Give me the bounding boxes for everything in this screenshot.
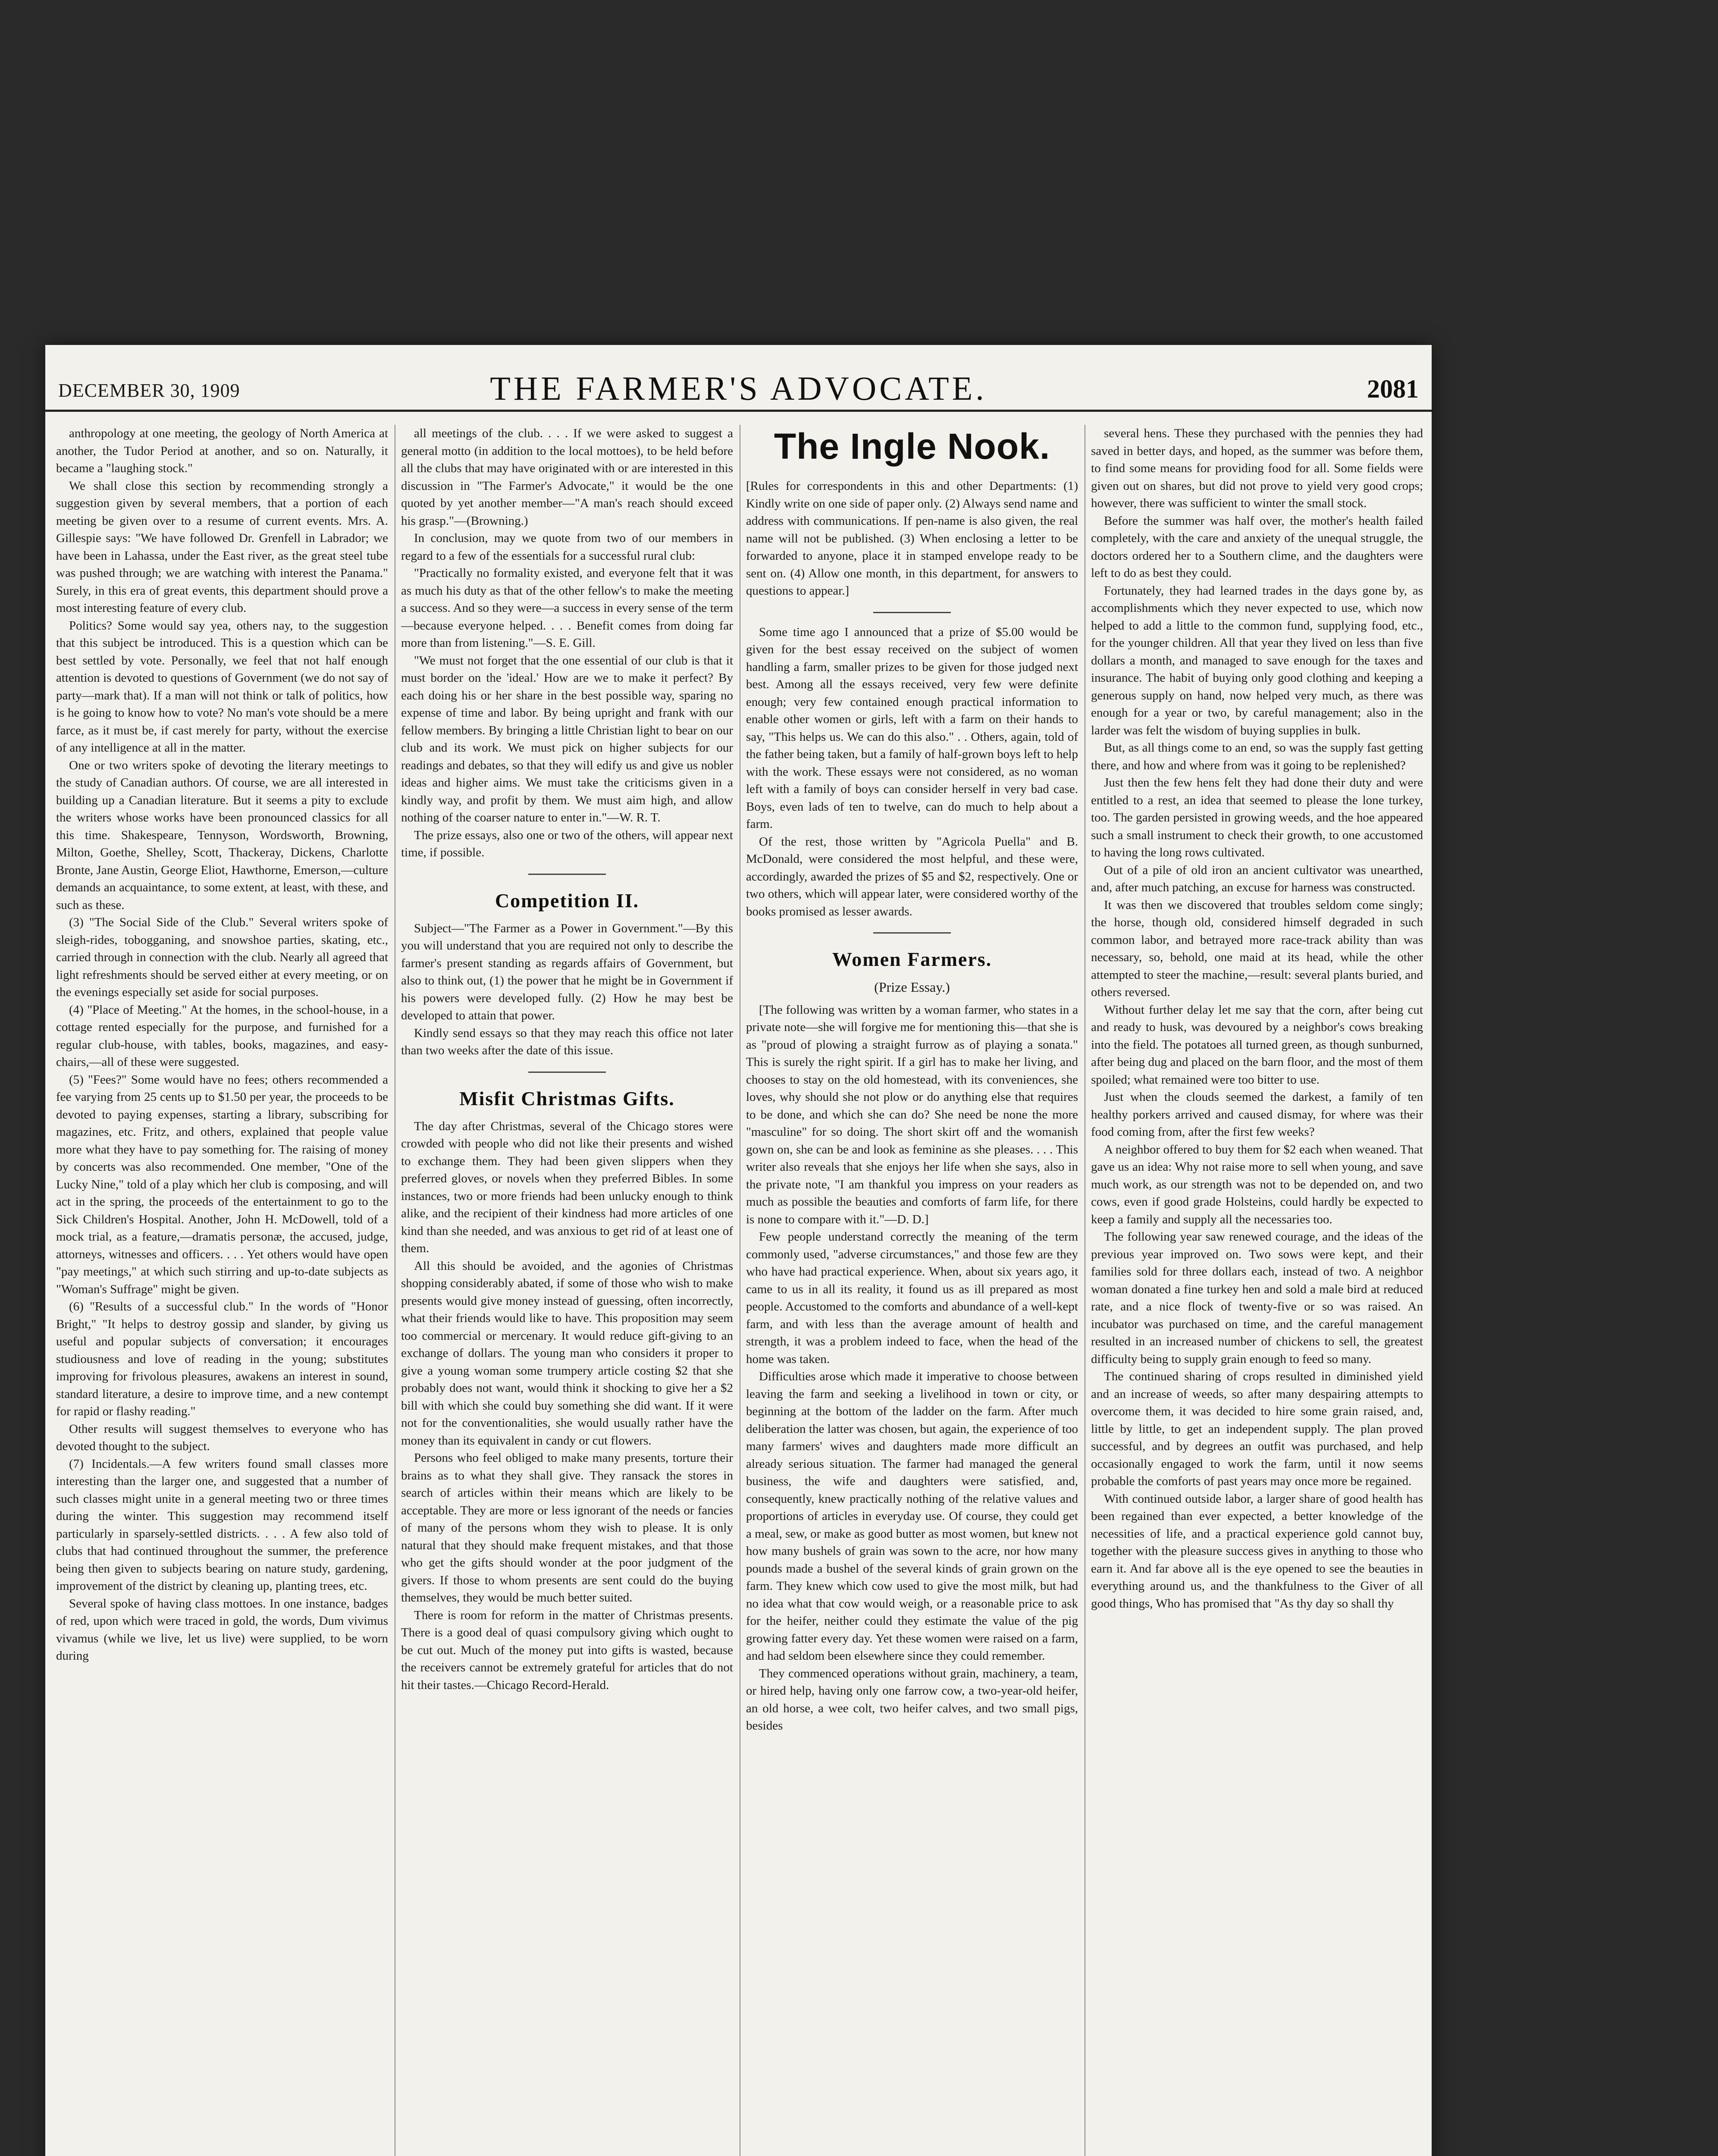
- paragraph: Without further delay let me say that the corn, after being cut and ready to husk, was devoured by a neighbor's cows breaking into the field. The potatoes all turned green, as though sunburned, after being dug and placed on the barn floor, and the most of them spoiled; what remained were too bitter to use.: [1091, 1003, 1423, 1087]
- paragraph: (7) Incidentals.—A few writers found small classes more interesting than the larger one, and suggested that a number of such classes might unite in a general meeting two or three times during the winter. This suggestion may recommend itself particularly in sparsely-settled districts. . . . A few also told of clubs that had continued throughout the summer, the preference being then given to subjects bearing on nature study, gardening, improvement of the district by cleaning up, planting trees, etc.: [56, 1457, 388, 1593]
- column-4: [1091, 425, 1423, 2156]
- section-rule: [873, 932, 951, 934]
- paragraph: The prize essays, also one or two of the others, will appear next time, if possible.: [401, 828, 733, 859]
- paragraph: "We must not forget that the one essential of our club is that it must border on the 'ideal.' How are we to make it perfect? By each doing his or her share in the best possible way, sparing no expense of time and labor. By being upright and frank with our fellow members. By bringing a little Christian light to bear on our club and its work. We must pick on higher subjects for our readings and debates, so that they will edify us and give us nobler ideas and higher aims. We must take the criticisms given in a kindly way, and profit by them. We must aim high, and allow nothing of the coarser nature to enter in."—W. R. T.: [401, 653, 733, 824]
- paragraph: Other results will suggest themselves to everyone who has devoted thought to the subject.: [56, 1422, 388, 1453]
- column-4-body: [1091, 425, 1423, 1612]
- paragraph: (5) "Fees?" Some would have no fees; others recommended a fee varying from 25 cents up to $1.50 per year, the proceeds to be devoted to paying expenses, starting a library, subscribing for magazines, etc. Fritz, and others, explained that people value more what they have to pay something for. The raising of money by concerts was also recommended. One member, "One of the Lucky Nine," told of a play which her club is composing, and will act in the spring, the proceeds of the entertainment to go to the Sick Children's Hospital. Another, John H. McDowell, told of a mock trial, as a feature,—dramatis personæ, the accused, judge, attorneys, witnesses and officers. . . . Yet others would have open "pay meetings," at which such stirring and up-to-date subjects as "Woman's Suffrage" might be given.: [56, 1072, 388, 1296]
- paragraph: But, as all things come to an end, so was the supply fast getting there, and how and where from was it going to be replenished?: [1091, 741, 1423, 772]
- paragraph: Of the rest, those written by "Agricola Puella" and B. McDonald, were considered the most helpful, and these were, accordingly, awarded the prizes of $5 and $2, respectively. One or two others, which will appear later, were considered worthy of the books promised as lesser awards.: [746, 834, 1078, 918]
- women-farmers-body: [746, 1001, 1078, 1735]
- paragraph: A neighbor offered to buy them for $2 each when weaned. That gave us an idea: Why not raise more to sell when young, and save much work, as our strength was not to be depended on, and two cows, even if good grade Holsteins, could hardly be expected to keep a family and supply all the necessaries too.: [1091, 1142, 1423, 1226]
- paragraph: The following year saw renewed courage, and the ideas of the previous year improved on. Two sows were kept, and their families sold for three dollars each, instead of two. A neighbor woman donated a fine turkey hen and sold a male bird at reduced rate, and a nice flock of twenty-five or so was raised. An incubator was purchased on time, and the careful management resulted in an increased number of chickens to sell, the greatest difficulty being to supply grain enough to feed so many.: [1091, 1230, 1423, 1366]
- ingle-nook-body: [746, 624, 1078, 921]
- paragraph: Fortunately, they had learned trades in the days gone by, as accomplishments which they never expected to use, which now helped to add a little to the common fund, supplying food, etc., for the younger children. All that year they lived on less than five dollars a month, and managed to save enough for the taxes and insurance. The habit of buying only good clothing and keeping a generous supply on hand, now helped very much, as there was enough for a year or two, by careful management; also in the larder was felt the wisdom of buying supplies in bulk.: [1091, 583, 1423, 737]
- paragraph: Several spoke of having class mottoes. In one instance, badges of red, upon which were traced in gold, the words, Dum vivimus vivamus (while we live, let us live) were supplied, to be worn during: [56, 1596, 388, 1663]
- misfit-gifts-body: [401, 1118, 733, 1694]
- paragraph: We shall close this section by recommending strongly a suggestion given by several members, that a portion of each meeting be given over to a resume of current events. Mrs. A. Gillespie says: "We have followed Dr. Grenfell in Labrador; we have been in Lahassa, under the East river, as the great steel tube was pushed through; we are watching with interest the Panama." Surely, in this era of great events, this department should prove a most interesting feature of every club.: [56, 479, 388, 615]
- paragraph: The day after Christmas, several of the Chicago stores were crowded with people who did not like their presents and wished to exchange them. They had been given slippers when they preferred gloves, or novels when they preferred Bibles. In some instances, two or more friends had been unlucky enough to think alike, and the recipient of their kindness had more articles of one kind than she needed, and was anxious to get rid of at least one of them.: [401, 1119, 733, 1255]
- page-header: [45, 367, 1432, 412]
- paragraph: "Practically no formality existed, and everyone felt that it was as much his duty as that of the other fellow's to make the meeting a success. And so they were—a success in every sense of the term—because everyone helped. . . . Benefit comes from doing far more than from listening."—S. E. Gill.: [401, 566, 733, 650]
- paragraph: Politics? Some would say yea, others nay, to the suggestion that this subject be introduced. This is a question which can be best settled by vote. Personally, we feel that not half enough attention is devoted to questions of Government (we do not say of party—mark that). If a man will not think or talk of politics, how is he going to know how to vote? No man's vote should be a mere farce, as it must be, if cast merely for party, without the exercise of any intelligence at all in the matter.: [56, 618, 388, 755]
- paragraph: Persons who feel obliged to make many presents, torture their brains as to what they shall give. They ransack the stores in search of articles within their means which are likely to be acceptable. They are more or less ignorant of the needs or fancies of many of the persons whom they wish to please. It is only natural that they should make frequent mistakes, and that those who get the gifts should wonder at the poor judgment of the givers. If those to whom presents are sent could do the buying themselves, they would be much better suited.: [401, 1451, 733, 1604]
- paragraph: (4) "Place of Meeting." At the homes, in the school-house, in a cottage rented especially for the purpose, and furnished for a regular club-house, with tables, books, magazines, and easy-chairs,—all of these were suggested.: [56, 1003, 388, 1069]
- paragraph: several hens. These they purchased with the pennies they had saved in better days, and hoped, as the summer was before them, to find some means for providing food for all. Some fields were given out on shares, but did not prove to yield very good crops; however, there was sufficient to winter the small stock.: [1091, 426, 1423, 510]
- paragraph: It was then we discovered that troubles seldom come singly; the horse, though old, considered himself degraded in such common labor, and betrayed more race-track ability than was necessary, so, behold, one maid at its head, while the other attempted to steer the machine,—result: several plants buried, and others reversed.: [1091, 898, 1423, 999]
- column-2-body: [401, 425, 733, 862]
- column-1-body: [56, 425, 388, 1665]
- competition-body: [401, 920, 733, 1059]
- paragraph: With continued outside labor, a larger share of good health has been regained than ever expected, a better knowledge of the necessities of life, and a practical experience gold cannot buy, together with the pleasure success gives in anything to those who earn it. And far above all is the eye opened to see the beauties in everything around us, and the thankfulness to the Giver of all good things, Who has promised that "As thy day so shall thy: [1091, 1492, 1423, 1611]
- paragraph: One or two writers spoke of devoting the literary meetings to the study of Canadian authors. Of course, we are all interested in building up a Canadian literature. But it seems a pity to exclude the writers whose works have been pronounced classics for all this time. Shakespeare, Tennyson, Wordsworth, Browning, Milton, Goethe, Shelley, Scott, Thackeray, Dickens, Charlotte Bronte, Jane Austin, George Eliot, Hawthorne, Emerson,—culture demands an acquaintance, to some extent, at least, with these, and such as these.: [56, 758, 388, 912]
- misfit-gifts-title: Misfit Christmas Gifts.: [459, 1087, 675, 1109]
- rules-note: [Rules for correspondents in this and other Departments: (1) Kindly write on one side of paper only. (2) Always send name and address with communications. If pen-name is also given, the real name will not be published. (3) When enclosing a letter to be forwarded to anyone, place it in stamped envelope ready to be sent on. (4) Allow one month, in this department, for answers to questions to appear.]: [746, 479, 1078, 598]
- paragraph: all meetings of the club. . . . If we were asked to suggest a general motto (in addition to the local mottoes), to be held before all the clubs that may have originated with or are interested in this discussion in "The Farmer's Advocate," it would be the one quoted by yet another member—"A man's reach should exceed his grasp."—(Browning.): [401, 426, 733, 528]
- paragraph: anthropology at one meeting, the geology of North America at another, the Tudor Period at another, and so on. Naturally, it became a "laughing stock.": [56, 426, 388, 475]
- section-rule: [873, 612, 951, 613]
- paragraph: (3) "The Social Side of the Club." Several writers spoke of sleigh-rides, tobogganing, and snowshoe parties, skating, etc., carried through in connection with the club. Nearly all agreed that light refreshments should be served either at every meeting, or on the evenings especially set aside for social purposes.: [56, 915, 388, 999]
- paragraph: Before the summer was half over, the mother's health failed completely, with the care and anxiety of the unequal struggle, the doctors ordered her to a Southern clime, and the daughters were left to do as best they could.: [1091, 514, 1423, 580]
- column-3: [746, 425, 1078, 2156]
- paragraph: There is room for reform in the matter of Christmas presents. There is a good deal of quasi compulsory giving which ought to be cut out. Much of the money put into gifts is wasted, because the receivers cannot be extremely grateful for articles that do not hit their tastes.—Chicago Record-Herald.: [401, 1608, 733, 1692]
- masthead: THE FARMER'S ADVOCATE.: [490, 370, 987, 407]
- paragraph: Just then the few hens felt they had done their duty and were entitled to a rest, an idea that seemed to please the lone turkey, too. The garden persisted in growing weeds, and the hoe appeared such a small instrument to check their growth, to one accustomed to having the long rows cultivated.: [1091, 776, 1423, 859]
- paragraph: They commenced operations without grain, machinery, a team, or hired help, having only one farrow cow, a two-year-old heifer, an old horse, a wee colt, two heifer calves, and two small pigs, besides: [746, 1666, 1078, 1733]
- paragraph: Out of a pile of old iron an ancient cultivator was unearthed, and, after much patching, an excuse for harness was constructed.: [1091, 863, 1423, 894]
- prize-essay-subtitle: (Prize Essay.): [874, 979, 950, 995]
- paragraph: Difficulties arose which made it imperative to choose between leaving the farm and seeking a livelihood in town or city, or beginning at the bottom of the ladder on the farm. After much deliberation the latter was chosen, but again, the experience of too many farmers' wives and daughters made more difficult an already serious situation. The farmer had managed the general business, the wife and daughters were satisfied, and, consequently, knew practically nothing of the relative values and proportions of articles in everyday use. Of course, they could get a meal, sew, or make as good butter as most women, but knew not how many bushels of grain was sown to the acre, nor how many pounds made a bushel of the several kinds of grain grown on the farm. They knew which cow used to give the most milk, but had no idea what that cow would weigh, or a reasonable price to ask for the heifer, neither could they estimate the value of the pig growing fatter every day. Yet these women were raised on a farm, and had seldom been elsewhere since they could remember.: [746, 1369, 1078, 1663]
- competition-title: Competition II.: [495, 889, 640, 912]
- paragraph: In conclusion, may we quote from two of our members in regard to a few of the essentials for a successful rural club:: [401, 531, 733, 563]
- issue-date: DECEMBER 30, 1909: [58, 380, 240, 401]
- section-rule: [528, 1072, 606, 1073]
- paragraph: [The following was written by a woman farmer, who states in a private note—she will forgive me for mentioning this—that she is as "proud of plowing a straight furrow as of playing a sonata." This is surely the right spirit. If a girl has to make her living, and chooses to stay on the old homestead, with its conveniences, she loves, why should she not plow or do anything else that requires to be done, and which she can do? She need be none the more "masculine" for so doing. The short skirt off and the womanish gown on, she can be and look as feminine as she pleases. . . . This writer also reveals that she enjoys her life when she says, also in the private note, "I am thankful you impress on your readers as much as possible the beauties and comforts of farm life, for there is none to compare with it."—D. D.]: [746, 1003, 1078, 1226]
- page-number: 2081: [1367, 375, 1419, 403]
- ingle-nook-title: The Ingle Nook.: [774, 426, 1050, 467]
- paragraph: The continued sharing of crops resulted in diminished yield and an increase of weeds, so after many despairing attempts to overcome them, it was decided to hire some grain raised, and, little by little, to get an independent supply. The plan proved successful, and by degrees an outfit was purchased, and help occasionally engaged to work the farm, until it now seems probable the comforts of past years may once more be regained.: [1091, 1369, 1423, 1488]
- paragraph: Kindly send essays so that they may reach this office not later than two weeks after the date of this issue.: [401, 1026, 733, 1057]
- column-2: [401, 425, 733, 2156]
- newspaper-page: [45, 345, 1432, 2156]
- paragraph: Just when the clouds seemed the darkest, a family of ten healthy porkers arrived and caused dismay, for where was their food coming from, after the first few weeks?: [1091, 1090, 1423, 1139]
- women-farmers-title: Women Farmers.: [832, 948, 992, 970]
- paragraph: All this should be avoided, and the agonies of Christmas shopping considerably abated, if some of those who wish to make presents would give money instead of guessing, often incorrectly, what their friends would like to have. This proposition may seem too commercial or mercenary. It would reduce gift-giving to an exchange of dollars. The young man who considers it proper to give a young woman some trumpery article costing $2 that she probably does not want, would think it shocking to give her a $2 bill with which she could buy something she did want. If it were not for the conventionalities, she would usually rather have the money than its equivalent in candy or cut flowers.: [401, 1259, 733, 1448]
- section-rule: [528, 874, 606, 875]
- paragraph: Some time ago I announced that a prize of $5.00 would be given for the best essay received on the subject of women handling a farm, smaller prizes to be given for those judged next best. Among all the essays received, very few were definite enough; very few contained enough practical information to enable other women or girls, left with a farm on their hands to say, "This helps us. We can do this also." . . Others, again, told of the father being taken, but a family of half-grown boys left to help with the work. These essays were not considered, as no woman left with a family of boys can consider herself in very bad case. Boys, even lads of ten to twelve, can do much to help about a farm.: [746, 625, 1078, 831]
- paragraph: Few people understand correctly the meaning of the term commonly used, "adverse circumstances," and those few are they who have had practical experience. When, about six years ago, it came to us in all its reality, it found us as ill prepared as most people. Accustomed to the comforts and abundance of a well-kept farm, and with less than the average amount of health and strength, it was a problem indeed to face, when the head of the home was taken.: [746, 1230, 1078, 1366]
- paragraph: (6) "Results of a successful club." In the words of "Honor Bright," "It helps to destroy gossip and slander, by giving us useful and popular subjects of conversation; it encourages studiousness and love of reading in the young; substitutes improving for frivolous pleasures, awakens an interest in sound, standard literature, a desire to improve time, and a new contempt for rapid or flashy reading.": [56, 1300, 388, 1418]
- paragraph: Subject—"The Farmer as a Power in Government."—By this you will understand that you are required not only to describe the farmer's present standing as regards affairs of Government, but also to think out, (1) the power that he might be in Government if his powers were developed fully. (2) How he may best be developed to attain that power.: [401, 921, 733, 1022]
- column-1: [56, 425, 388, 2156]
